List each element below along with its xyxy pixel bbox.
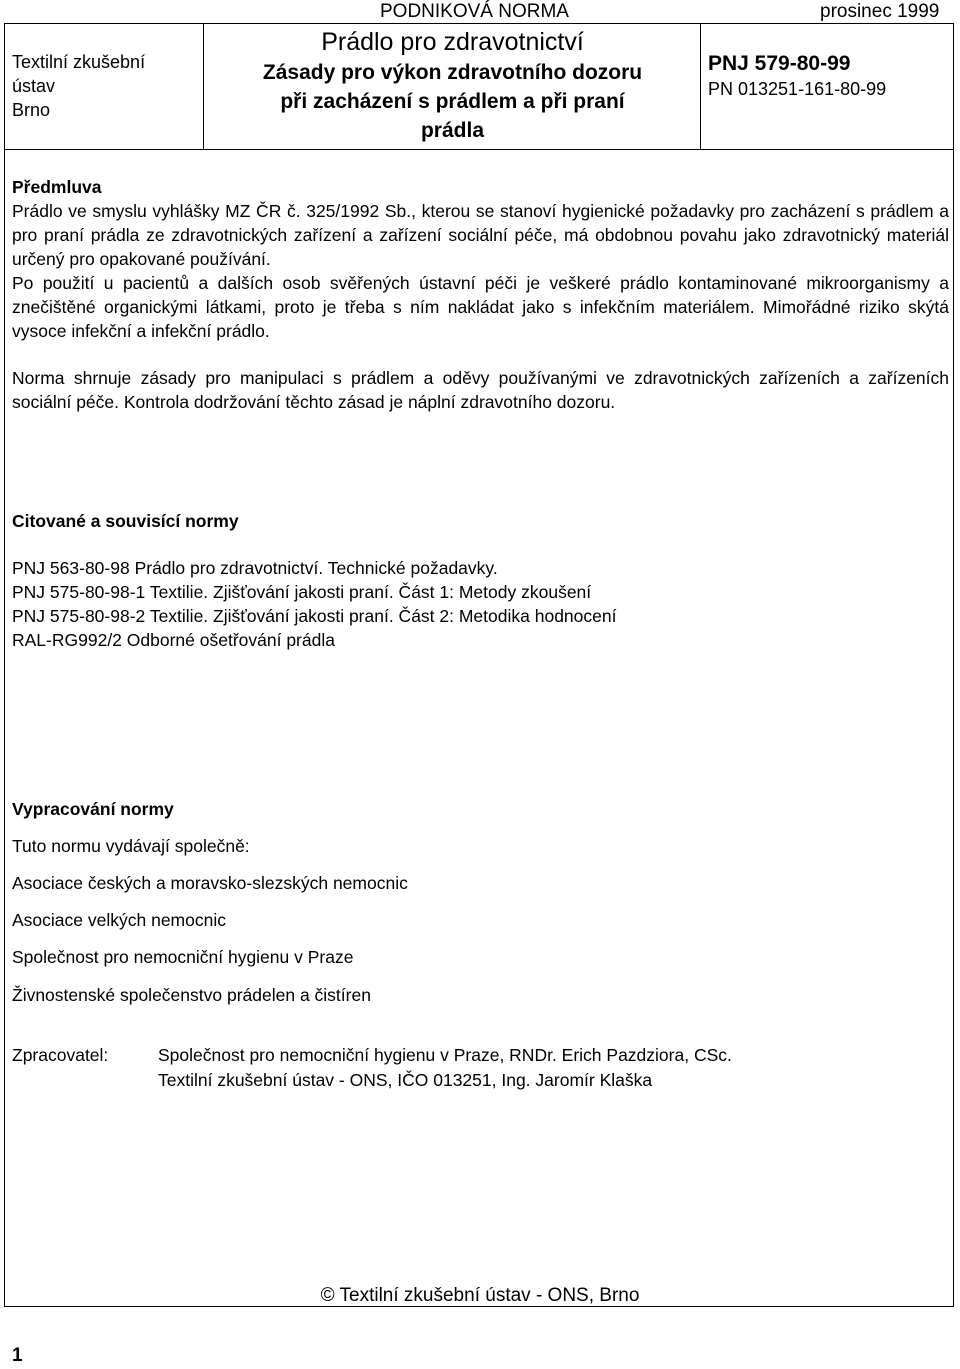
foreword-heading: Předmluva — [12, 177, 102, 197]
standard-codes — [708, 51, 886, 101]
organization-item: Asociace českých a moravsko-slezských nemocnic — [12, 873, 408, 893]
page-number: 1 — [12, 1345, 23, 1366]
title-sub-line: Zásady pro výkon zdravotního dozoru — [262, 61, 643, 84]
norm-type: PODNIKOVÁ NORMA — [380, 1, 569, 22]
title-main: Prádlo pro zdravotnictví — [321, 28, 584, 56]
institute-line: ústav — [12, 76, 56, 96]
pn-code: PN 013251-161-80-99 — [708, 79, 887, 99]
copyright-notice: © Textilní zkušební ústav - ONS, Brno — [320, 1285, 640, 1306]
preparation-heading: Vypracování normy — [12, 799, 174, 819]
issue-date: prosinec 1999 — [820, 1, 940, 22]
foreword-paragraph: Prádlo ve smyslu vyhlášky MZ ČR č. 325/1992 Sb., kterou se stanoví hygienické požadavky pro zacházení s prádlem a pro praní prádla ze zdravotnických zařízení a zařízení sociální péče, má obdobnou povahu jako zdravotnický materiál určený pro opakované používání. — [12, 201, 949, 269]
processor-line: Textilní zkušební ústav - ONS, IČO 013251, Ing. Jaromír Klaška — [158, 1070, 653, 1090]
reference-item: PNJ 563-80-98 Prádlo pro zdravotnictví. Technické požadavky. — [12, 558, 498, 578]
preparation-intro: Tuto normu vydávají společně: — [12, 836, 250, 856]
organization-item: Živnostenské společenstvo prádelen a čistíren — [12, 985, 371, 1005]
reference-item: PNJ 575-80-98-1 Textilie. Zjišťování jakosti praní. Část 1: Metody zkoušení — [12, 582, 592, 602]
references-heading: Citované a souvisící normy — [12, 511, 239, 531]
institute-line: Brno — [12, 100, 51, 120]
organization-item: Společnost pro nemocniční hygienu v Praze — [12, 947, 354, 967]
title-sub-line: prádla — [420, 119, 485, 142]
header-col-divider-left — [203, 23, 204, 150]
title-sub-line: při zacházení s prádlem a při praní — [280, 90, 625, 113]
reference-item: PNJ 575-80-98-2 Textilie. Zjišťování jakosti praní. Část 2: Metodika hodnocení — [12, 606, 617, 626]
foreword-paragraph: Po použití u pacientů a dalších osob svěřených ústavní péči je veškeré prádlo kontaminované mikroorganismy a znečištěné organickými látkami, proto je třeba s ním nakládat jako s infekčním materiálem. Mimořádné riziko skýtá vysoce infekční a infekční prádlo. — [12, 273, 949, 341]
processor-label: Zpracovatel: — [12, 1045, 109, 1065]
reference-item: RAL-RG992/2 Odborné ošetřování prádla — [12, 630, 335, 650]
organization-item: Asociace velkých nemocnic — [12, 910, 226, 930]
header-col-divider-right — [700, 23, 701, 150]
header-divider — [4, 149, 954, 150]
foreword-paragraph: Norma shrnuje zásady pro manipulaci s prádlem a oděvy používanými ve zdravotnických zařízeních a zařízeních sociální péče. Kontrola dodržování těchto zásad je náplní zdravotního dozoru. — [12, 368, 949, 412]
standard-code: PNJ 579-80-99 — [708, 52, 851, 75]
institute-line: Textilní zkušební — [12, 52, 146, 72]
institute-name — [12, 50, 145, 122]
document-title — [205, 26, 700, 145]
processor-line: Společnost pro nemocniční hygienu v Praze, RNDr. Erich Pazdziora, CSc. — [158, 1045, 732, 1065]
